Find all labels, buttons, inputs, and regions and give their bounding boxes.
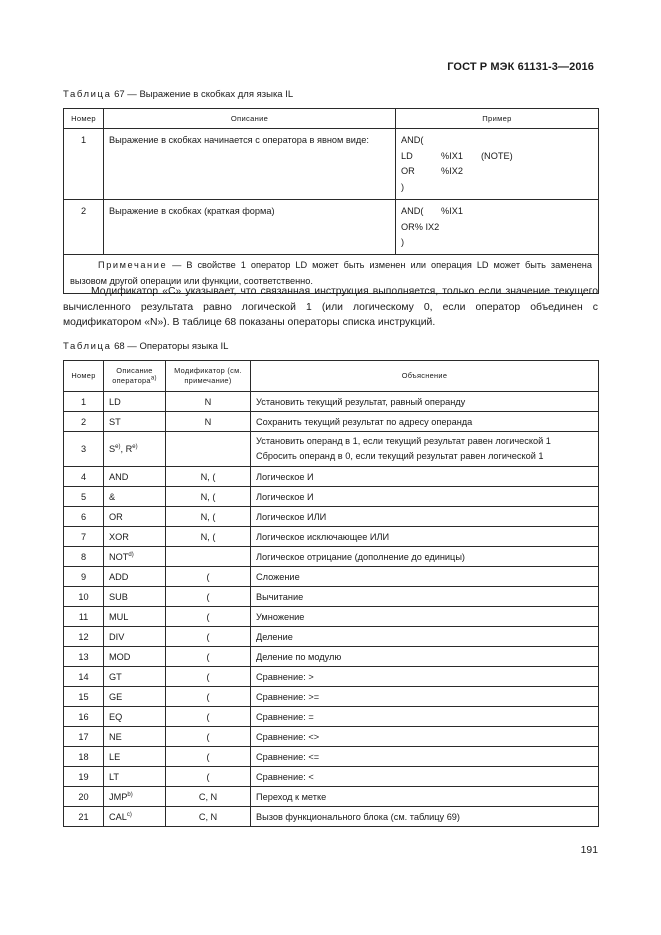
row-number: 1 bbox=[64, 129, 104, 200]
row-modifier: N bbox=[166, 412, 251, 432]
row-explanation bbox=[251, 432, 599, 467]
row-modifier: C, N bbox=[166, 787, 251, 807]
code-token: OR bbox=[401, 166, 415, 176]
note-label: Примечание bbox=[98, 260, 168, 270]
code-example bbox=[401, 133, 593, 195]
row-number: 20 bbox=[64, 787, 104, 807]
row-operator bbox=[104, 547, 166, 567]
explanation-line: Сравнение: >= bbox=[256, 691, 320, 702]
table-row bbox=[64, 727, 599, 747]
table68-caption-prefix: Таблица bbox=[63, 341, 112, 352]
operator-name: GE bbox=[109, 691, 123, 702]
code-token: ) bbox=[401, 181, 405, 192]
row-modifier: N bbox=[166, 392, 251, 412]
code-token: %IX2 bbox=[441, 166, 463, 176]
row-number: 9 bbox=[64, 567, 104, 587]
operator-name: XOR bbox=[109, 531, 129, 542]
operator-name: MUL bbox=[109, 611, 129, 622]
row-number: 8 bbox=[64, 547, 104, 567]
standard-header: ГОСТ Р МЭК 61131-3—2016 bbox=[447, 61, 594, 73]
operator-name: AND bbox=[109, 471, 129, 482]
explanation-line: Сложение bbox=[256, 571, 300, 582]
operator-name: , R bbox=[120, 443, 133, 454]
code-token: ) bbox=[401, 237, 405, 247]
table67-caption bbox=[63, 89, 293, 100]
row-operator bbox=[104, 587, 166, 607]
table68-col-number: Номер bbox=[64, 361, 104, 392]
row-operator bbox=[104, 567, 166, 587]
row-operator bbox=[104, 767, 166, 787]
code-token: %IX1 bbox=[441, 206, 463, 216]
operator-name: SUB bbox=[109, 591, 128, 602]
row-modifier: ( bbox=[166, 667, 251, 687]
table67-col-description: Описание bbox=[104, 109, 396, 129]
row-operator bbox=[104, 467, 166, 487]
explanation-line: Логическое исключающее ИЛИ bbox=[256, 531, 390, 542]
row-modifier: ( bbox=[166, 687, 251, 707]
row-modifier: N, ( bbox=[166, 487, 251, 507]
table-row bbox=[64, 527, 599, 547]
code-token: %IX1 bbox=[441, 150, 463, 161]
row-explanation bbox=[251, 747, 599, 767]
table68-col-description bbox=[104, 361, 166, 392]
row-modifier: ( bbox=[166, 747, 251, 767]
row-modifier: ( bbox=[166, 647, 251, 667]
row-operator bbox=[104, 507, 166, 527]
table-row bbox=[64, 412, 599, 432]
operator-name: JMP bbox=[109, 791, 128, 802]
row-number: 14 bbox=[64, 667, 104, 687]
table-row bbox=[64, 647, 599, 667]
row-explanation bbox=[251, 727, 599, 747]
explanation-line: Деление по модулю bbox=[256, 651, 342, 662]
operator-name: LD bbox=[109, 396, 121, 407]
row-explanation bbox=[251, 607, 599, 627]
row-operator bbox=[104, 412, 166, 432]
row-number: 13 bbox=[64, 647, 104, 667]
row-operator bbox=[104, 627, 166, 647]
table-row bbox=[64, 607, 599, 627]
row-explanation bbox=[251, 687, 599, 707]
table-row bbox=[64, 767, 599, 787]
footnote-marker: c) bbox=[126, 811, 132, 818]
code-token: OR% IX2 bbox=[401, 221, 440, 232]
footnote-marker: b) bbox=[127, 791, 133, 798]
col-description-label: Описание оператора bbox=[112, 366, 153, 385]
table-row bbox=[64, 547, 599, 567]
footnote-marker: e) bbox=[132, 443, 138, 450]
row-modifier: C, N bbox=[166, 807, 251, 827]
table-row bbox=[64, 487, 599, 507]
code-token: AND( bbox=[401, 135, 424, 145]
row-explanation bbox=[251, 527, 599, 547]
table-row bbox=[64, 432, 599, 467]
operator-name: & bbox=[109, 491, 116, 502]
row-number: 10 bbox=[64, 587, 104, 607]
explanation-line: Умножение bbox=[256, 611, 305, 622]
row-explanation bbox=[251, 627, 599, 647]
row-explanation bbox=[251, 487, 599, 507]
table67-caption-text: 67 — Выражение в скобках для языка IL bbox=[111, 89, 294, 100]
row-explanation bbox=[251, 507, 599, 527]
row-number: 4 bbox=[64, 467, 104, 487]
row-number: 17 bbox=[64, 727, 104, 747]
row-explanation bbox=[251, 567, 599, 587]
code-example bbox=[401, 204, 593, 250]
row-modifier: N, ( bbox=[166, 527, 251, 547]
page-number: 191 bbox=[580, 845, 598, 856]
row-number: 2 bbox=[64, 412, 104, 432]
table-row bbox=[64, 200, 599, 255]
explanation-line: Логическое ИЛИ bbox=[256, 511, 327, 522]
row-number: 7 bbox=[64, 527, 104, 547]
code-token: LD bbox=[401, 150, 413, 161]
row-explanation bbox=[251, 787, 599, 807]
row-description: Выражение в скобках (краткая форма) bbox=[104, 200, 396, 255]
row-number: 1 bbox=[64, 392, 104, 412]
footnote-marker: e) bbox=[115, 443, 121, 450]
table67-col-number: Номер bbox=[64, 109, 104, 129]
operator-name: MOD bbox=[109, 651, 131, 662]
row-description: Выражение в скобках начинается с оператора в явном виде: bbox=[104, 129, 396, 200]
row-operator bbox=[104, 432, 166, 467]
row-number: 19 bbox=[64, 767, 104, 787]
table-row bbox=[64, 587, 599, 607]
operator-name: EQ bbox=[109, 711, 123, 722]
explanation-line: Переход к метке bbox=[256, 791, 327, 802]
explanation-line: Вызов функционального блока (см. таблицу 69) bbox=[256, 811, 460, 822]
body-paragraph: Модификатор «С» указывает, что связанная инструкция выполняется, только если значение текущего вычисленного результата равно логической 1 (или логическому 0, если оператор объединен с модификатором «N»). В таблице 68 показаны операторы списка инструкций. bbox=[63, 286, 598, 328]
row-explanation bbox=[251, 467, 599, 487]
table-68 bbox=[63, 360, 599, 827]
table-row bbox=[64, 467, 599, 487]
table-row bbox=[64, 667, 599, 687]
row-number: 3 bbox=[64, 432, 104, 467]
row-modifier: ( bbox=[166, 567, 251, 587]
row-modifier: ( bbox=[166, 727, 251, 747]
code-token: AND( bbox=[401, 206, 424, 216]
table-row bbox=[64, 747, 599, 767]
row-operator bbox=[104, 707, 166, 727]
explanation-line: Сравнение: > bbox=[256, 671, 314, 682]
row-explanation bbox=[251, 667, 599, 687]
table68-col-explanation: Объяснение bbox=[251, 361, 599, 392]
operator-name: S bbox=[109, 443, 116, 454]
row-modifier bbox=[166, 547, 251, 567]
explanation-line: Установить текущий результат, равный операнду bbox=[256, 396, 466, 407]
operator-name: NOT bbox=[109, 551, 129, 562]
table68-caption bbox=[63, 341, 228, 352]
explanation-line: Сравнение: = bbox=[256, 711, 314, 722]
note-text: — В свойстве 1 оператор LD может быть изменен или операция LD может быть заменена вызовом другой операции или функции, соответственно. bbox=[70, 260, 592, 286]
operator-name: ST bbox=[109, 416, 121, 427]
operator-name: CAL bbox=[109, 811, 127, 822]
row-explanation bbox=[251, 587, 599, 607]
table68-col-modifier: Модификатор (см. примечание) bbox=[166, 361, 251, 392]
table-67 bbox=[63, 108, 599, 294]
code-token: (NOTE) bbox=[481, 150, 513, 161]
table68-caption-text: 68 — Операторы языка IL bbox=[111, 341, 229, 352]
row-explanation bbox=[251, 412, 599, 432]
row-explanation bbox=[251, 767, 599, 787]
row-number: 21 bbox=[64, 807, 104, 827]
operator-name: NE bbox=[109, 731, 122, 742]
table67-caption-prefix: Таблица bbox=[63, 89, 112, 100]
explanation-line: Логическое отрицание (дополнение до единицы) bbox=[256, 551, 465, 562]
table-row bbox=[64, 627, 599, 647]
explanation-line: Сравнение: <> bbox=[256, 731, 320, 742]
row-operator bbox=[104, 607, 166, 627]
row-operator bbox=[104, 667, 166, 687]
row-modifier: ( bbox=[166, 767, 251, 787]
footnote-marker: a) bbox=[150, 375, 157, 382]
row-number: 18 bbox=[64, 747, 104, 767]
explanation-line: Сбросить операнд в 0, если текущий результат равен логической 1 bbox=[256, 451, 544, 461]
row-explanation bbox=[251, 392, 599, 412]
row-operator bbox=[104, 747, 166, 767]
row-modifier bbox=[166, 432, 251, 467]
table67-col-example: Пример bbox=[396, 109, 599, 129]
row-number: 11 bbox=[64, 607, 104, 627]
table67-header-row bbox=[64, 109, 599, 129]
row-number: 12 bbox=[64, 627, 104, 647]
explanation-line: Сравнение: <= bbox=[256, 751, 320, 762]
operator-name: LE bbox=[109, 751, 121, 762]
table68-header-row bbox=[64, 361, 599, 392]
operator-name: GT bbox=[109, 671, 122, 682]
operator-name: LT bbox=[109, 771, 120, 782]
table-row bbox=[64, 567, 599, 587]
row-modifier: N, ( bbox=[166, 507, 251, 527]
explanation-line: Логическое И bbox=[256, 491, 314, 502]
table-row bbox=[64, 787, 599, 807]
operator-name: ADD bbox=[109, 571, 129, 582]
explanation-line: Сохранить текущий результат по адресу операнда bbox=[256, 416, 473, 427]
row-explanation bbox=[251, 547, 599, 567]
row-number: 16 bbox=[64, 707, 104, 727]
row-explanation bbox=[251, 647, 599, 667]
row-number: 2 bbox=[64, 200, 104, 255]
row-modifier: ( bbox=[166, 607, 251, 627]
explanation-line: Установить операнд в 1, если текущий результат равен логической 1 bbox=[256, 436, 551, 446]
row-operator bbox=[104, 647, 166, 667]
row-modifier: ( bbox=[166, 587, 251, 607]
table-row bbox=[64, 707, 599, 727]
row-modifier: ( bbox=[166, 627, 251, 647]
row-modifier: ( bbox=[166, 707, 251, 727]
row-number: 15 bbox=[64, 687, 104, 707]
row-number: 5 bbox=[64, 487, 104, 507]
table-row bbox=[64, 507, 599, 527]
row-operator bbox=[104, 727, 166, 747]
table-row bbox=[64, 807, 599, 827]
explanation-line: Логическое И bbox=[256, 471, 314, 482]
row-explanation bbox=[251, 707, 599, 727]
row-modifier: N, ( bbox=[166, 467, 251, 487]
row-explanation bbox=[251, 807, 599, 827]
operator-name: OR bbox=[109, 511, 123, 522]
explanation-line: Вычитание bbox=[256, 591, 304, 602]
explanation-line: Сравнение: < bbox=[256, 771, 314, 782]
row-operator bbox=[104, 527, 166, 547]
row-example bbox=[396, 200, 599, 255]
explanation-line: Деление bbox=[256, 631, 293, 642]
footnote-marker: d) bbox=[128, 551, 134, 558]
row-number: 6 bbox=[64, 507, 104, 527]
row-operator bbox=[104, 687, 166, 707]
table-row bbox=[64, 129, 599, 200]
row-example bbox=[396, 129, 599, 200]
table-row bbox=[64, 392, 599, 412]
row-operator bbox=[104, 787, 166, 807]
row-operator bbox=[104, 392, 166, 412]
table-row bbox=[64, 687, 599, 707]
operator-name: DIV bbox=[109, 631, 125, 642]
row-operator bbox=[104, 807, 166, 827]
row-operator bbox=[104, 487, 166, 507]
